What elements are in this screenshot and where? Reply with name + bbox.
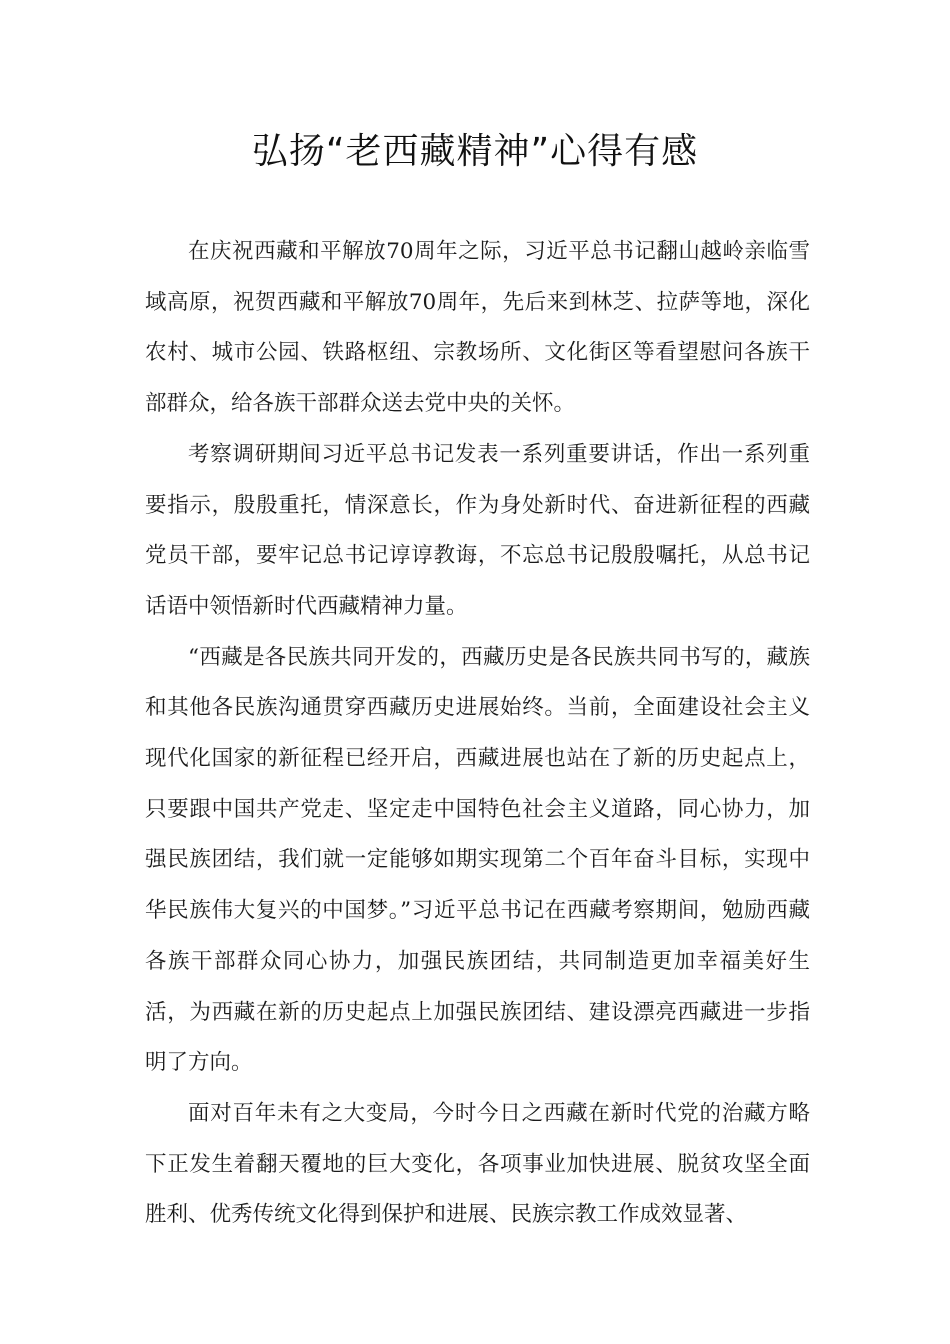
document-body (145, 227, 810, 1241)
paragraph-4: 面对百年未有之大变局，今时今日之西藏在新时代党的治藏方略下正发生着翻天覆地的巨大变化，各项事业加快进展、脱贫攻坚全面胜利、优秀传统文化得到保护和进展、民族宗教工作成效显著、 (145, 1100, 810, 1228)
paragraph-2: 考察调研期间习近平总书记发表一系列重要讲话，作出一系列重要指示，殷殷重托，情深意长，作为身处新时代、奋进新征程的西藏党员干部，要牢记总书记谆谆教诲，不忘总书记殷殷嘱托，从总书记话语中领悟新时代西藏精神力量。 (145, 441, 810, 619)
paragraph-3: “西藏是各民族共同开发的，西藏历史是各民族共同书写的，藏族和其他各民族沟通贯穿西藏历史进展始终。当前，全面建设社会主义现代化国家的新征程已经开启，西藏进展也站在了新的历史起点上，只要跟中国共产党走、坚定走中国特色社会主义道路，同心协力，加强民族团结，我们就一定能够如期实现第二个百年奋斗目标，实现中华民族伟大复兴的中国梦。”习近平总书记在西藏考察期间，勉励西藏各族干部群众同心协力，加强民族团结，共同制造更加幸福美好生活，为西藏在新的历史起点上加强民族团结、建设漂亮西藏进一步指明了方向。 (145, 644, 810, 1076)
document-title: 弘扬“老西藏精神”心得有感 (251, 131, 699, 172)
paragraph-1: 在庆祝西藏和平解放70周年之际，习近平总书记翻山越岭亲临雪域高原，祝贺西藏和平解放70周年，先后来到林芝、拉萨等地，深化农村、城市公园、铁路枢纽、宗教场所、文化街区等看望慰问各族干部群众，给各族干部群众送去党中央的关怀。 (145, 239, 810, 417)
